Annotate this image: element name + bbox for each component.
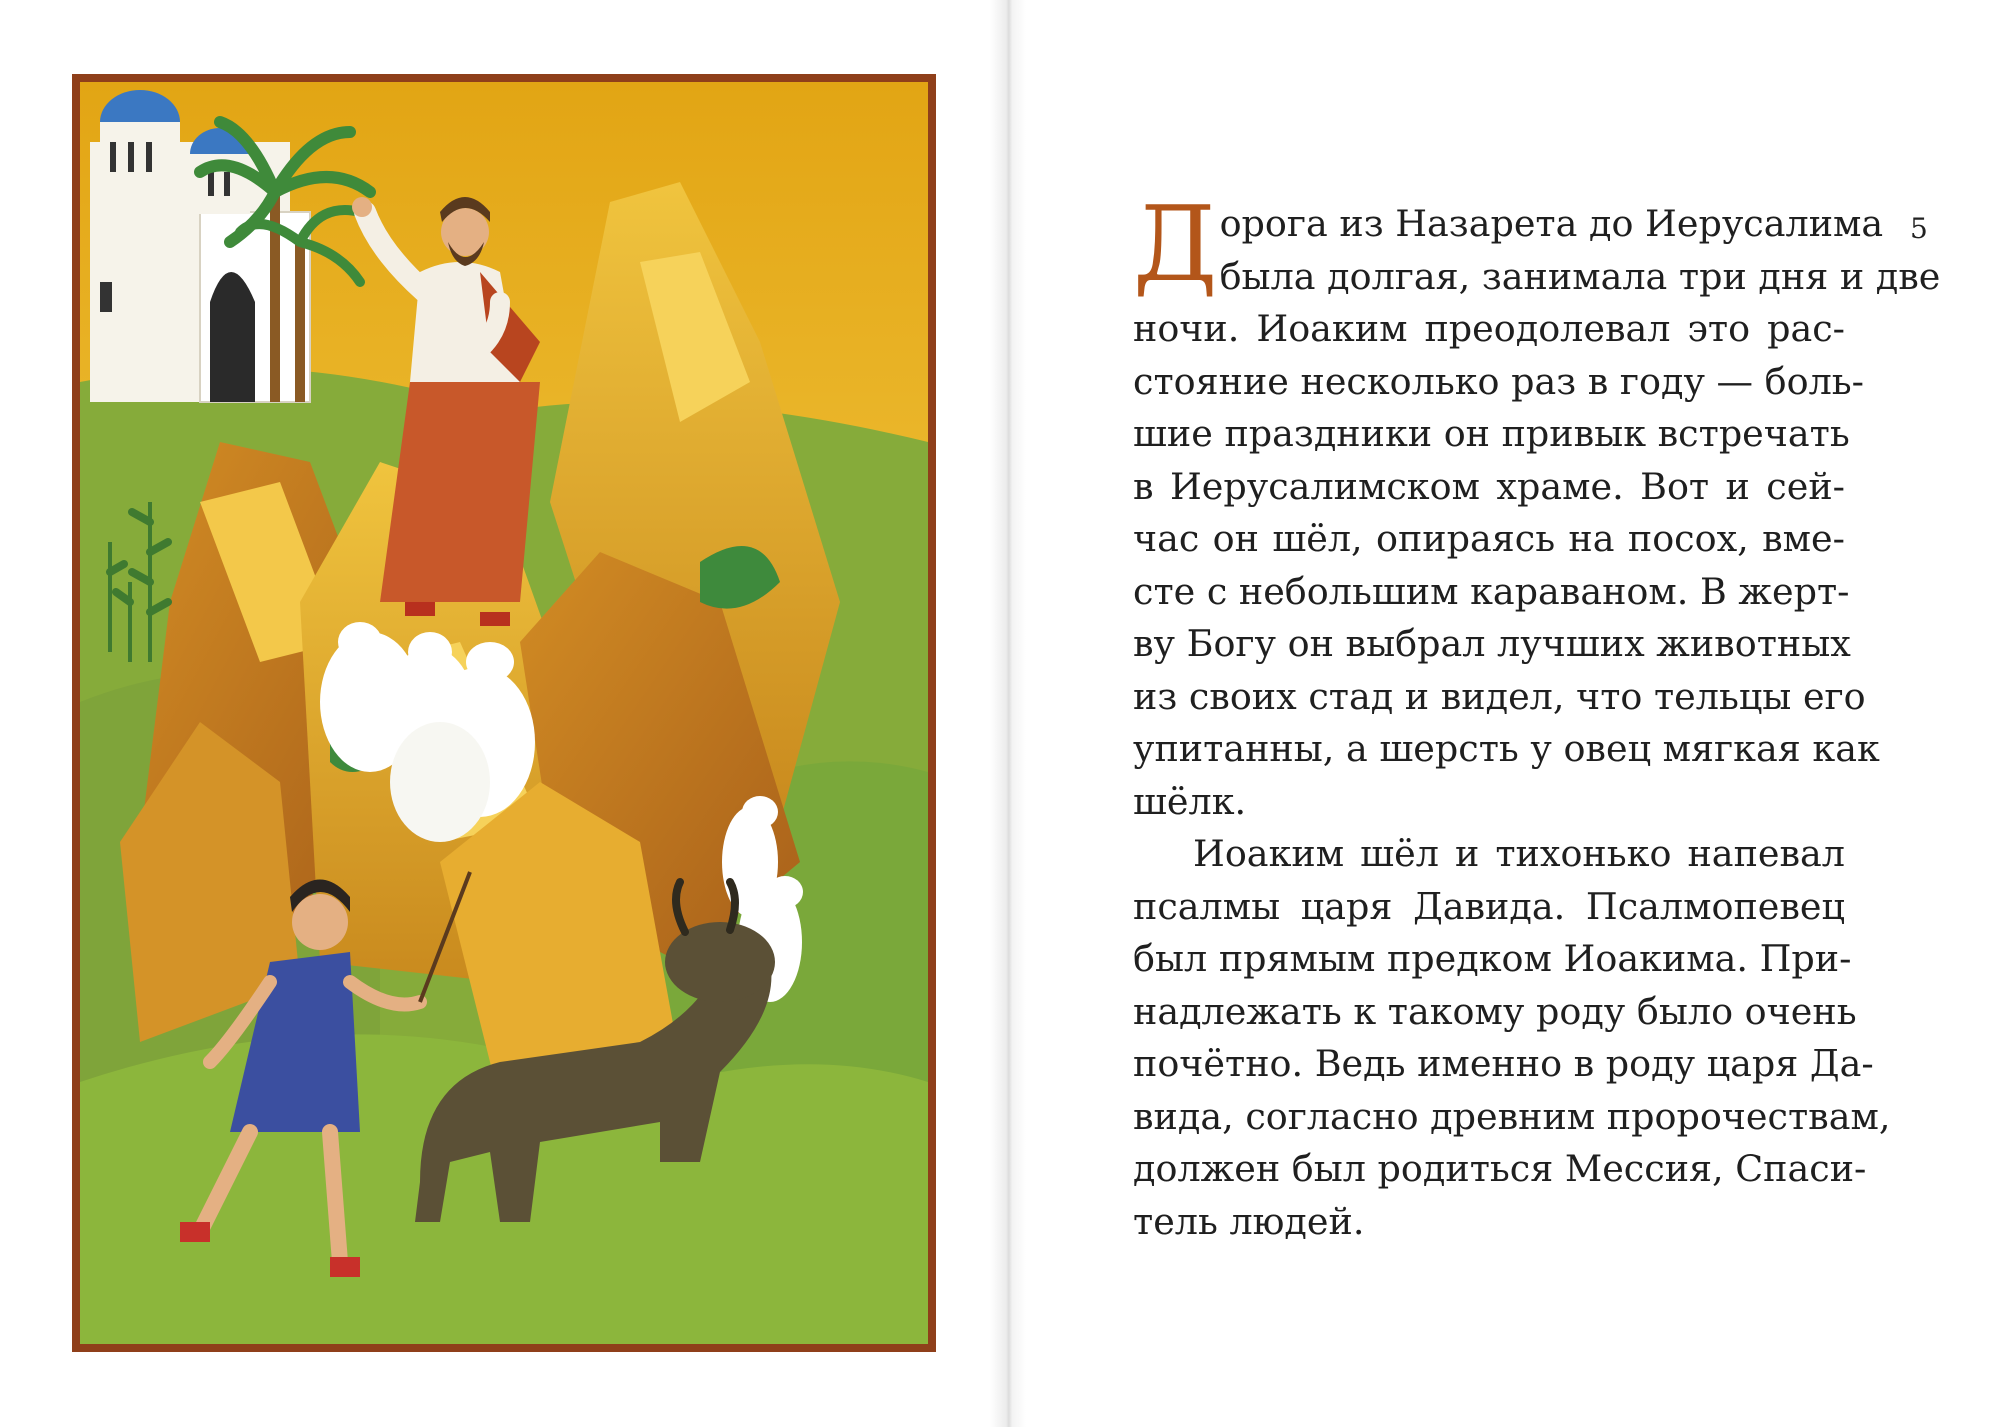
book-gutter [990, 0, 1026, 1427]
text-line: почётно. Ведь именно в роду царя Да- [1133, 1042, 1874, 1085]
text-line: должен был родиться Мессия, Спаси- [1133, 1147, 1867, 1190]
page-number: 5 [1910, 212, 1928, 245]
text-line: псалмы царя Давида. Псалмопевец [1133, 884, 1845, 928]
text-line: ву Богу он выбрал лучших животных [1133, 622, 1851, 665]
text-line: шие праздники он привык встречать [1133, 412, 1850, 455]
drop-cap: Д [1133, 183, 1218, 305]
text-line: шёлк. [1133, 779, 1247, 823]
illustration [80, 82, 928, 1344]
text-line: была долгая, занимала три дня и две [1219, 254, 1941, 298]
text-line: был прямым предком Иоакима. При- [1133, 937, 1852, 980]
text-line: тель людей. [1133, 1199, 1365, 1243]
text-line: час он шёл, опираясь на посох, вме- [1133, 517, 1845, 560]
text-column [1133, 183, 1941, 1248]
illustration-frame [72, 74, 936, 1352]
text-line: ночи. Иоаким преодолевал это рас- [1133, 307, 1845, 350]
text-line: орога из Назарета до Иерусалима [1219, 202, 1884, 245]
paragraph-1 [1133, 183, 1941, 828]
paragraph-2 [1133, 828, 1891, 1248]
text-line: из своих стад и видел, что тельцы его [1133, 674, 1866, 718]
text-line: сте с небольшим караваном. В жерт- [1133, 569, 1850, 613]
text-line: в Иерусалимском храме. Вот и сей- [1133, 464, 1845, 508]
text-line: упитанны, а шерсть у овец мягкая как [1133, 727, 1880, 770]
text-line: вида, согласно древним пророчествам, [1133, 1094, 1891, 1138]
text-line: стояние несколько раз в году — боль- [1133, 359, 1864, 403]
text-line: Иоаким шёл и тихонько напевал [1193, 832, 1845, 875]
text-line: надлежать к такому роду было очень [1133, 989, 1857, 1033]
